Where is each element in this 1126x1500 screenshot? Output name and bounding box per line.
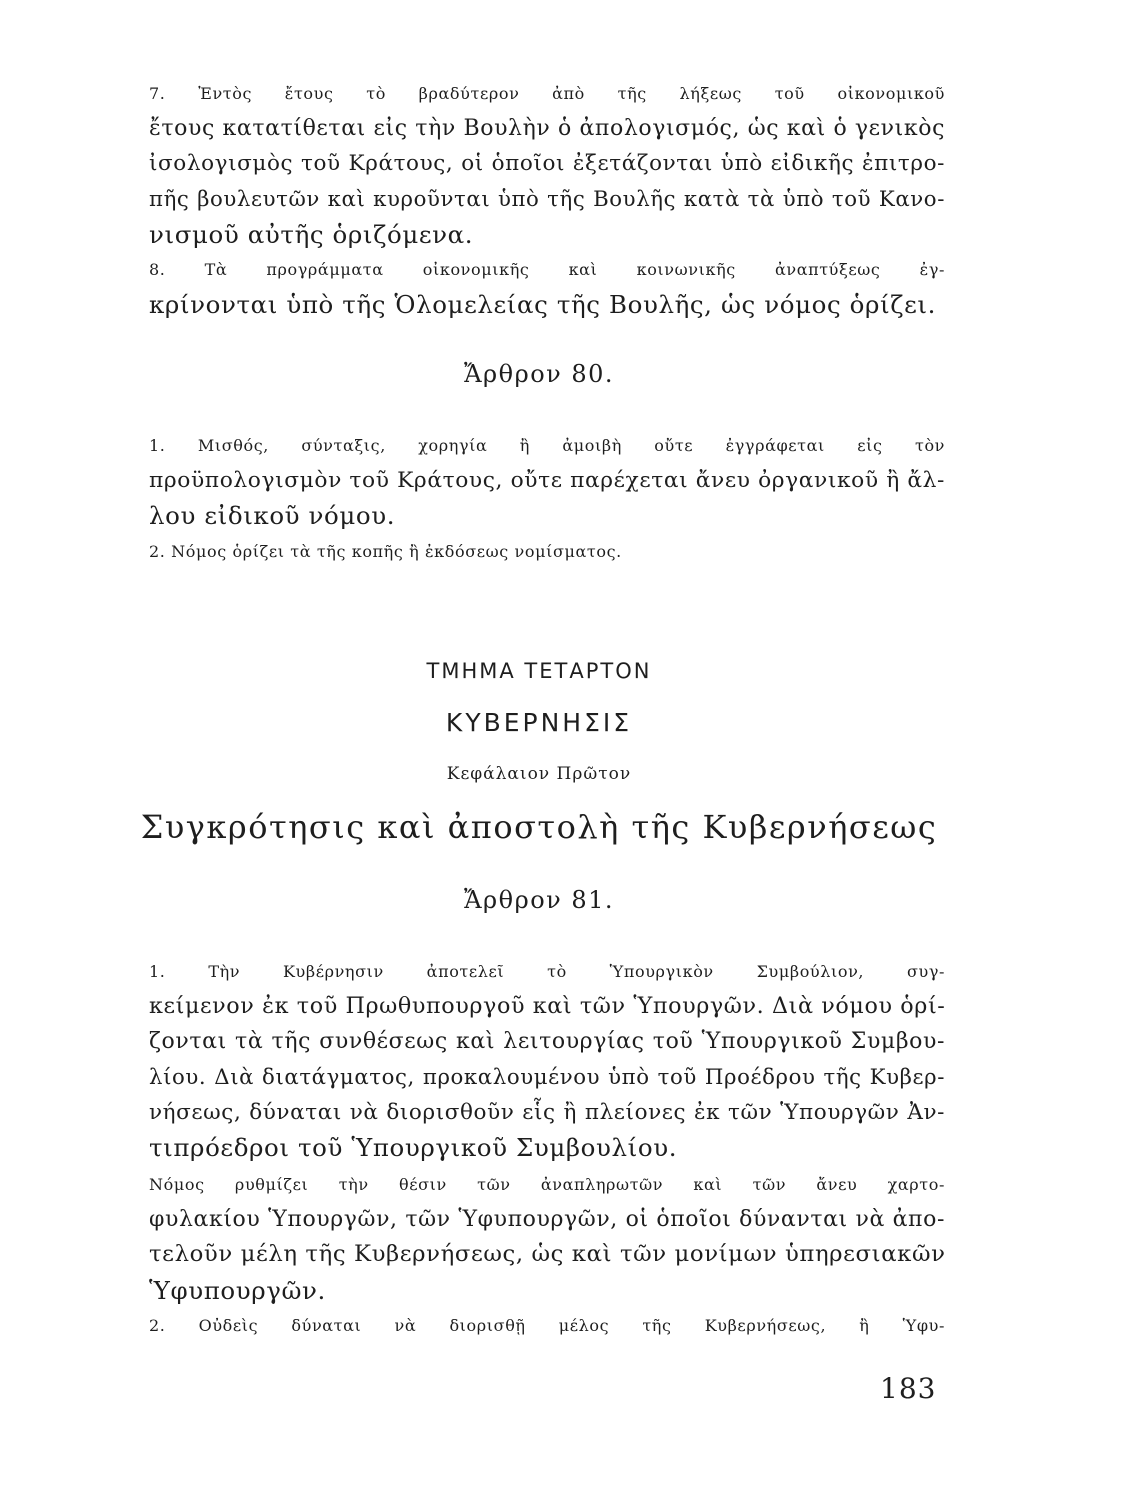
paragraph-text bbox=[133, 252, 945, 322]
art80-paragraph-1 bbox=[133, 428, 945, 534]
text-line: 8. Τὰ προγράμματα οἰκονομικῆς καὶ κοινωνικῆς ἀναπτύξεως ἐγ- bbox=[149, 260, 945, 279]
text-line: 2. Νόμος ὁρίζει τὰ τῆς κοπῆς ἢ ἐκδόσεως νομίσματος. bbox=[149, 542, 622, 561]
text-line: τελοῦν μέλη τῆς Κυβερνήσεως, ὡς καὶ τῶν μονίμων ὑπηρεσιακῶν bbox=[149, 1241, 946, 1268]
paragraph-text bbox=[133, 534, 945, 569]
text-line: κρίνονται ὑπὸ τῆς Ὁλομελείας τῆς Βουλῆς, ὡς νόμος ὁρίζει. bbox=[149, 290, 936, 320]
text-line: Νόμος ρυθμίζει τὴν θέσιν τῶν ἀναπληρωτῶν καὶ τῶν ἄνευ χαρτο- bbox=[149, 1175, 945, 1194]
paragraph-text bbox=[133, 954, 945, 1165]
art79-paragraph-8 bbox=[133, 252, 945, 322]
paragraph-text bbox=[133, 1308, 945, 1343]
page-number: 183 bbox=[880, 1372, 937, 1405]
text-line: 7. Ἐντὸς ἔτους τὸ βραδύτερον ἀπὸ τῆς λήξεως τοῦ οἰκονομικοῦ bbox=[149, 84, 945, 103]
chapter-label: Κεφάλαιον Πρῶτον bbox=[446, 764, 632, 784]
art81-paragraph-1b bbox=[133, 1167, 945, 1308]
article-80-heading: Ἄρθρον 80. bbox=[463, 360, 615, 388]
text-line: πῆς βουλευτῶν καὶ κυροῦνται ὑπὸ τῆς Βουλῆς κατὰ τὰ ὑπὸ τοῦ Κανο- bbox=[149, 186, 945, 212]
chapter-title: Συγκρότησις καὶ ἀποστολὴ τῆς Κυβερνήσεως bbox=[140, 808, 938, 846]
text-line: 2. Οὐδεὶς δύναται νὰ διορισθῇ μέλος τῆς Κυβερνήσεως, ἢ Ὑφυ- bbox=[149, 1316, 945, 1335]
text-line: νήσεως, δύναται νὰ διορισθοῦν εἷς ἢ πλείονες ἐκ τῶν Ὑπουργῶν Ἀν- bbox=[149, 1099, 945, 1125]
text-line: λου εἰδικοῦ νόμου. bbox=[149, 501, 396, 531]
text-line: προϋπολογισμὸν τοῦ Κράτους, οὔτε παρέχεται ἄνευ ὀργανικοῦ ἢ ἄλ- bbox=[149, 468, 945, 494]
text-line: φυλακίου Ὑπουργῶν, τῶν Ὑφυπουργῶν, οἱ ὁποῖοι δύνανται νὰ ἀπο- bbox=[149, 1207, 945, 1233]
art81-paragraph-2 bbox=[133, 1308, 945, 1343]
article-81-heading: Ἄρθρον 81. bbox=[463, 886, 615, 914]
paragraph-text bbox=[133, 1167, 945, 1308]
part-label: ΤΜΗΜΑ ΤΕΤΑΡΤΟΝ bbox=[426, 659, 652, 683]
art79-paragraph-7 bbox=[133, 76, 945, 252]
art80-paragraph-2 bbox=[133, 534, 945, 569]
text-line: 1. Μισθός, σύνταξις, χορηγία ἢ ἀμοιβὴ οὔτε ἐγγράφεται εἰς τὸν bbox=[149, 436, 945, 455]
paragraph-text bbox=[133, 76, 945, 252]
text-line: λίου. Διὰ διατάγματος, προκαλουμένου ὑπὸ τοῦ Προέδρου τῆς Κυβερ- bbox=[149, 1064, 945, 1090]
text-line: τιπρόεδροι τοῦ Ὑπουργικοῦ Συμβουλίου. bbox=[149, 1133, 678, 1163]
text-line: ζονται τὰ τῆς συνθέσεως καὶ λειτουργίας τοῦ Ὑπουργικοῦ Συμβου- bbox=[149, 1029, 945, 1055]
part-title: ΚΥΒΕΡΝΗΣΙΣ bbox=[445, 708, 633, 737]
text-line: κείμενον ἐκ τοῦ Πρωθυπουργοῦ καὶ τῶν Ὑπουργῶν. Διὰ νόμου ὁρί- bbox=[149, 993, 946, 1020]
art81-paragraph-1 bbox=[133, 954, 945, 1165]
text-line: ἔτους κατατίθεται εἰς τὴν Βουλὴν ὁ ἀπολογισμός, ὡς καὶ ὁ γενικὸς bbox=[149, 116, 945, 142]
text-line: ἰσολογισμὸς τοῦ Κράτους, οἱ ὁποῖοι ἐξετάζονται ὑπὸ εἰδικῆς ἐπιτρο- bbox=[149, 151, 945, 177]
text-line: Ὑφυπουργῶν. bbox=[149, 1275, 326, 1305]
paragraph-text bbox=[133, 428, 945, 534]
text-line: νισμοῦ αὐτῆς ὁριζόμενα. bbox=[149, 219, 474, 249]
text-line: 1. Τὴν Κυβέρνησιν ἀποτελεῖ τὸ Ὑπουργικὸν Συμβούλιον, συγ- bbox=[149, 962, 945, 981]
